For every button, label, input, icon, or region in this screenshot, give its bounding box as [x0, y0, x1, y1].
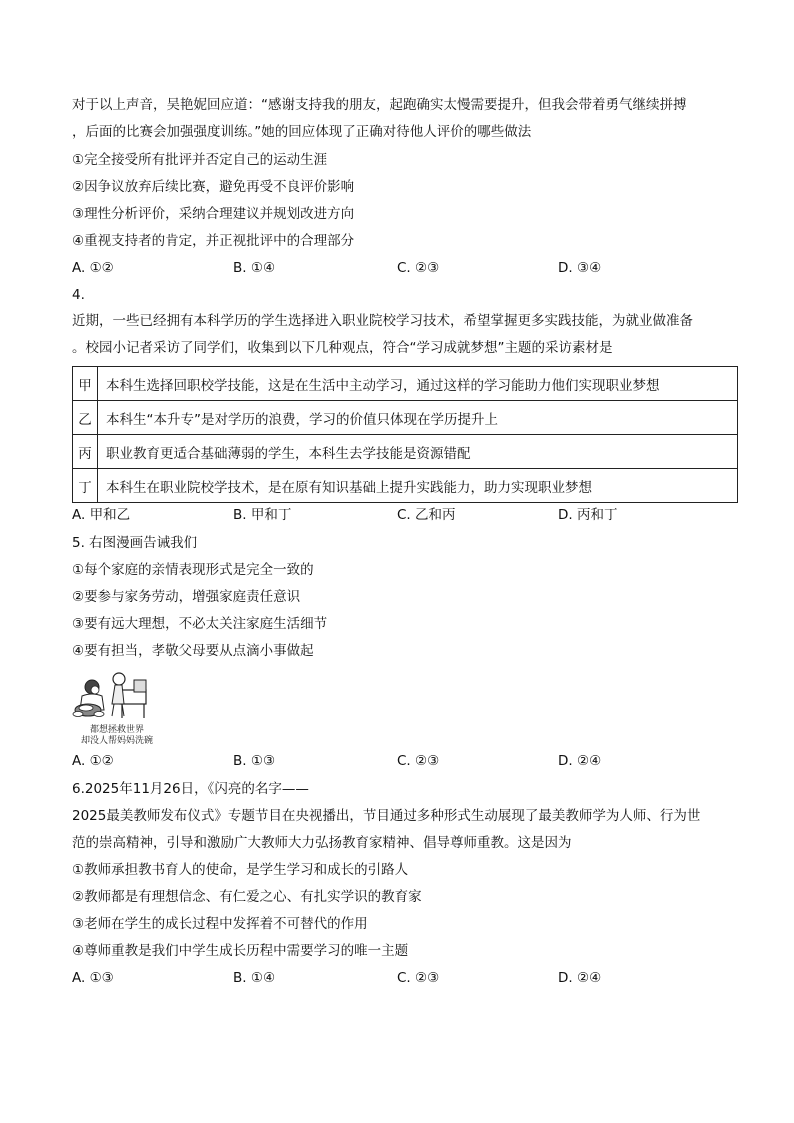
cartoon-caption-line2: 却没人帮妈妈洗碗: [80, 736, 154, 746]
row-label: 丁: [73, 469, 98, 503]
row-text: 本科生在职业院校学技术，是在原有知识基础上提升实践能力，助力实现职业梦想: [98, 469, 738, 503]
q4-stem-line2: 。校园小记者采访了同学们，收集到以下几种观点，符合“学习成就梦想”主题的采访素材是: [72, 340, 613, 356]
q3-option-a[interactable]: A. ①②: [72, 260, 114, 276]
q5-item-3: ③要有远大理想，不必太关注家庭生活细节: [72, 616, 328, 632]
row-label: 乙: [73, 401, 98, 435]
q4-option-c[interactable]: C. 乙和丙: [397, 507, 456, 523]
q6-option-d[interactable]: D. ②④: [558, 970, 602, 986]
q5-item-1: ①每个家庭的亲情表现形式是完全一致的: [72, 562, 314, 578]
q5-stem: 5. 右图漫画告诫我们: [72, 535, 198, 551]
table-row: [73, 469, 738, 503]
row-label: 甲: [73, 367, 98, 401]
table-row: [73, 435, 738, 469]
q6-option-b[interactable]: B. ①④: [233, 970, 276, 986]
table-row: [73, 401, 738, 435]
q5-option-c[interactable]: C. ②③: [397, 753, 440, 769]
q3-option-c[interactable]: C. ②③: [397, 260, 440, 276]
table-row: [73, 367, 738, 401]
q5-option-d[interactable]: D. ②④: [558, 753, 602, 769]
q6-option-c[interactable]: C. ②③: [397, 970, 440, 986]
q3-item-2: ②因争议放弃后续比赛，避免再受不良评价影响: [72, 179, 355, 195]
q4-option-b[interactable]: B. 甲和丁: [233, 507, 292, 523]
q6-stem-line2: 2025最美教师发布仪式》专题节目在央视播出，节目通过多种形式生动展现了最美教师学为人师、行为世: [72, 808, 701, 824]
q4-number: 4.: [72, 287, 85, 303]
q4-stem-line1: 近期，一些已经拥有本科学历的学生选择进入职业院校学习技术，希望掌握更多实践技能，为就业做准备: [72, 313, 693, 329]
q5-item-4: ④要有担当，孝敬父母要从点滴小事做起: [72, 643, 314, 659]
cartoon-image: [72, 670, 162, 746]
q5-item-2: ②要参与家务劳动，增强家庭责任意识: [72, 589, 301, 605]
q6-item-4: ④尊师重教是我们中学生成长历程中需要学习的唯一主题: [72, 943, 409, 959]
q3-stem-line1: 对于以上声音，吴艳妮回应道：“感谢支持我的朋友，起跑确实太慢需要提升，但我会带着勇气继续拼搏: [72, 97, 687, 113]
q3-option-d[interactable]: D. ③④: [558, 260, 602, 276]
q3-item-1: ①完全接受所有批评并否定自己的运动生涯: [72, 152, 328, 168]
q3-option-b[interactable]: B. ①④: [233, 260, 276, 276]
row-label: 丙: [73, 435, 98, 469]
q6-item-3: ③老师在学生的成长过程中发挥着不可替代的作用: [72, 916, 368, 932]
row-text: 本科生选择回职校学技能，这是在生活中主动学习，通过这样的学习能助力他们实现职业梦想: [98, 367, 738, 401]
q5-option-b[interactable]: B. ①③: [233, 753, 276, 769]
q6-stem-line1: 6.2025年11月26日，《闪亮的名字——: [72, 781, 309, 797]
q3-item-3: ③理性分析评价，采纳合理建议并规划改进方向: [72, 206, 355, 222]
row-text: 职业教育更适合基础薄弱的学生，本科生去学技能是资源错配: [98, 435, 738, 469]
q6-stem-line3: 范的崇高精神，引导和激励广大教师大力弘扬教育家精神、倡导尊师重教。这是因为: [72, 835, 572, 851]
q3-stem-line2: ，后面的比赛会加强强度训练。”她的回应体现了正确对待他人评价的哪些做法: [72, 124, 532, 140]
q5-option-a[interactable]: A. ①②: [72, 753, 114, 769]
q4-option-a[interactable]: A. 甲和乙: [72, 507, 131, 523]
row-text: 本科生“本升专”是对学历的浪费，学习的价值只体现在学历提升上: [98, 401, 738, 435]
q4-option-d[interactable]: D. 丙和丁: [558, 507, 618, 523]
q6-item-1: ①教师承担教书育人的使命，是学生学习和成长的引路人: [72, 862, 409, 878]
q6-option-a[interactable]: A. ①③: [72, 970, 114, 986]
q3-item-4: ④重视支持者的肯定，并正视批评中的合理部分: [72, 233, 355, 249]
cartoon-caption-line1: 都想拯救世界: [89, 725, 145, 735]
q6-item-2: ②教师都是有理想信念、有仁爱之心、有扎实学识的教育家: [72, 889, 422, 905]
q4-viewpoint-table: [72, 366, 738, 503]
